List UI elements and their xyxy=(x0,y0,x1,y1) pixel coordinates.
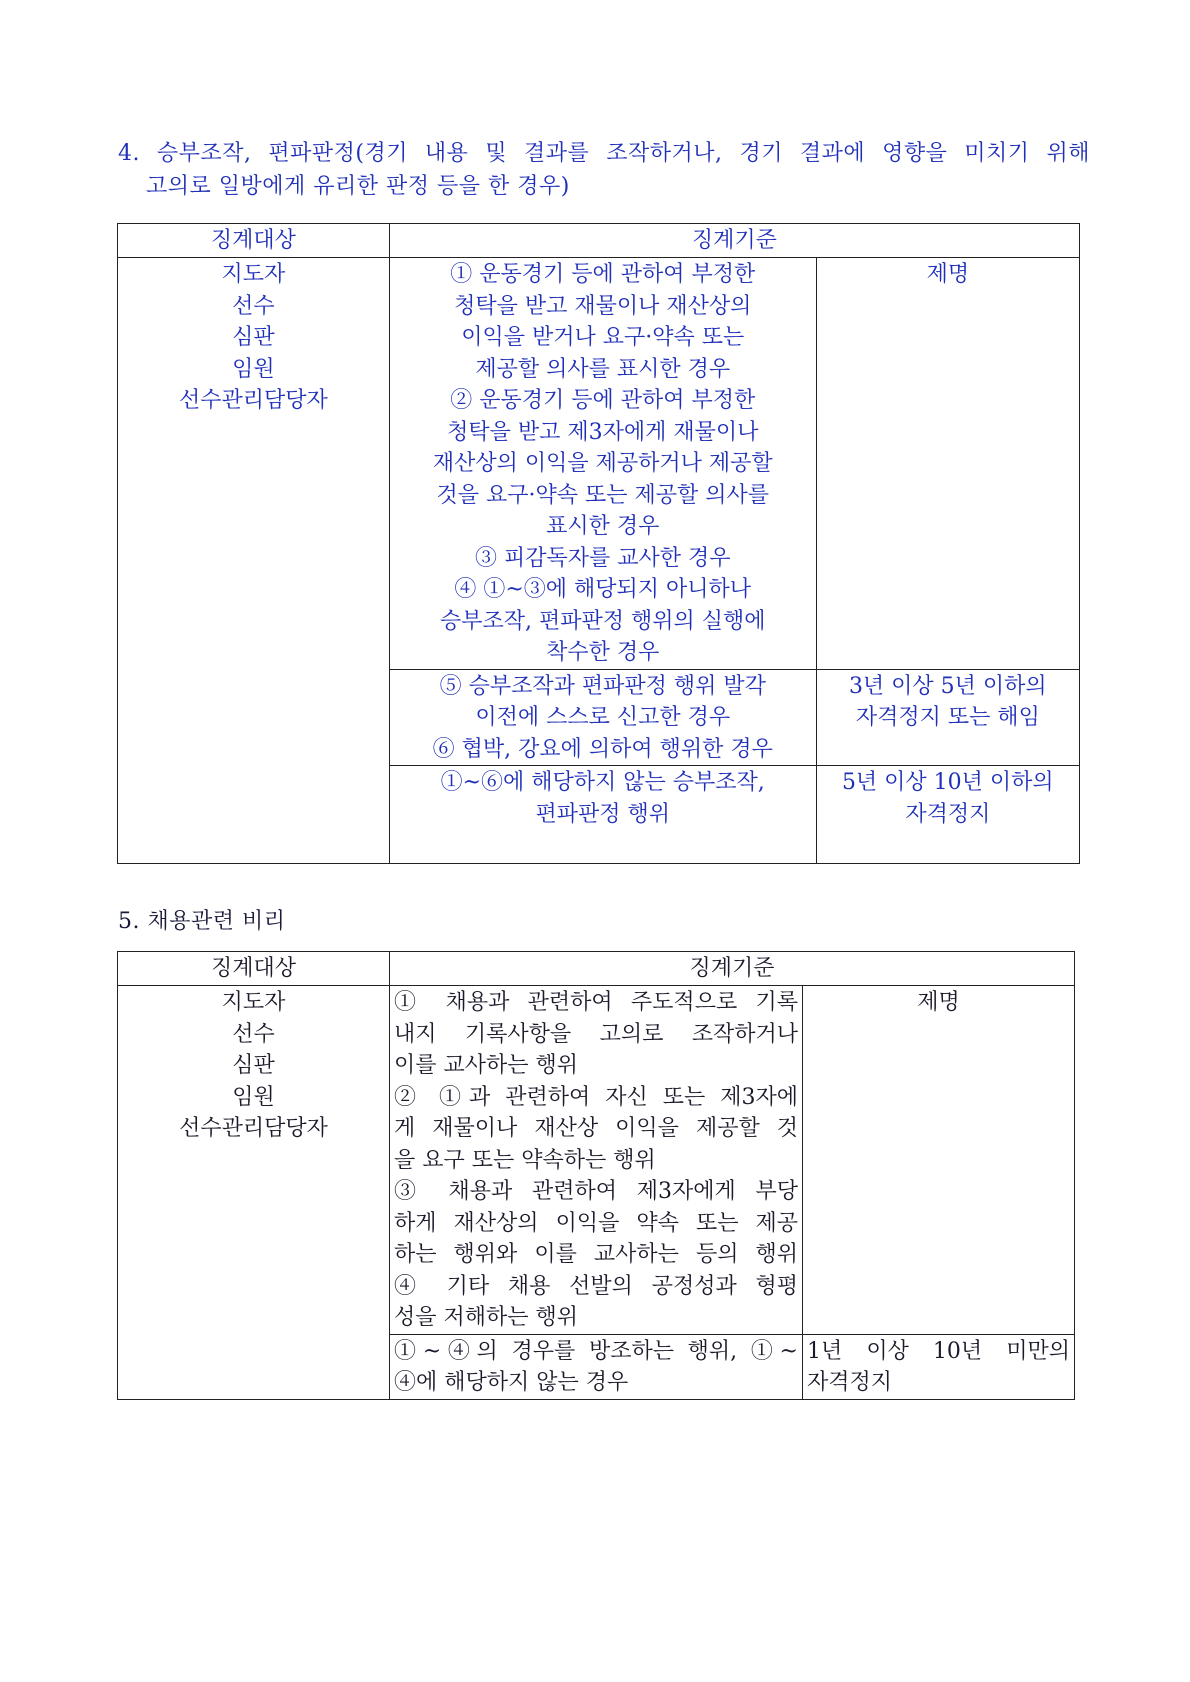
target-item: 임원 xyxy=(232,1084,275,1110)
penalty-cell xyxy=(816,258,1079,670)
section4-table xyxy=(117,223,1080,864)
penalty-cell xyxy=(803,986,1075,1335)
criteria-line: 이를 교사하는 행위 xyxy=(394,1053,579,1078)
target-item: 지도자 xyxy=(221,262,286,287)
penalty-line: 자격정지 xyxy=(905,801,991,827)
criteria-line: 편파판정 행위 xyxy=(535,801,670,827)
criteria-line: 이전에 스스로 신고한 경우 xyxy=(475,705,731,730)
target-item: 선수 xyxy=(232,1021,275,1047)
penalty-line: 1년 이상 10년 미만의 xyxy=(807,1338,1071,1364)
target-item: 선수관리담당자 xyxy=(179,388,328,413)
criteria-line: ⑤ 승부조작과 편파판정 행위 발각 xyxy=(439,673,766,699)
criteria-line: 제공할 의사를 표시한 경우 xyxy=(475,356,731,382)
penalty-line: 제명 xyxy=(926,262,970,287)
penalty-line: 3년 이상 5년 이하의 xyxy=(848,673,1047,699)
table-header-row xyxy=(118,952,1075,986)
criteria-line: 하게 재산상의 이익을 약속 또는 제공 xyxy=(394,1210,798,1236)
criteria-line: 승부조작, 편파판정 행위의 실행에 xyxy=(439,608,766,634)
criteria-line: ④ 기타 채용 선발의 공정성과 형평 xyxy=(394,1273,798,1299)
criteria-line: ④에 해당하지 않는 경우 xyxy=(394,1370,629,1395)
criteria-cell xyxy=(389,766,816,864)
table-header-row xyxy=(118,224,1080,258)
penalty-line: 제명 xyxy=(917,990,960,1015)
section5-table xyxy=(117,951,1075,1400)
section4-title-line1: 4. 승부조작, 편파판정(경기 내용 및 결과를 조작하거나, 경기 결과에 영향을 미치기 위해 xyxy=(118,141,1090,166)
penalty-cell xyxy=(816,766,1079,864)
target-item: 심판 xyxy=(232,1053,275,1078)
criteria-line: 을 요구 또는 약속하는 행위 xyxy=(394,1147,656,1173)
header-target: 징계대상 xyxy=(118,952,390,986)
criteria-line: 재산상의 이익을 제공하거나 제공할 xyxy=(432,451,773,476)
criteria-line: ③ 피감독자를 교사한 경우 xyxy=(474,545,731,571)
target-cell xyxy=(118,986,390,1400)
criteria-line: ①~④의 경우를 방조하는 행위, ①~ xyxy=(394,1338,798,1364)
target-item: 선수관리담당자 xyxy=(179,1116,328,1141)
criteria-line: ④ ①~③에 해당되지 아니하나 xyxy=(454,577,752,602)
criteria-line: 청탁을 받고 재물이나 재산상의 xyxy=(454,293,752,319)
table-row xyxy=(118,258,1080,670)
criteria-line: ① 채용과 관련하여 주도적으로 기록 xyxy=(394,990,798,1015)
section5-title: 5. 채용관련 비리 xyxy=(118,909,286,934)
header-standard: 징계기준 xyxy=(389,224,1079,258)
penalty-line: 5년 이상 10년 이하의 xyxy=(841,770,1054,795)
penalty-cell xyxy=(803,1334,1075,1399)
criteria-line: ①~⑥에 해당하지 않는 승부조작, xyxy=(440,770,765,795)
criteria-line: 것을 요구·약속 또는 제공할 의사를 xyxy=(436,482,769,508)
header-target: 징계대상 xyxy=(118,224,390,258)
target-item: 심판 xyxy=(232,325,275,350)
criteria-line: 표시한 경우 xyxy=(546,514,660,539)
target-item: 임원 xyxy=(232,356,275,382)
target-cell xyxy=(118,258,390,864)
criteria-cell xyxy=(389,669,816,766)
criteria-line: 청탁을 받고 제3자에게 재물이나 xyxy=(447,419,759,445)
penalty-cell xyxy=(816,669,1079,766)
criteria-line: 하는 행위와 이를 교사하는 등의 행위 xyxy=(394,1242,798,1267)
criteria-line: ① 운동경기 등에 관하여 부정한 xyxy=(450,262,756,287)
header-standard: 징계기준 xyxy=(390,952,1075,986)
penalty-line: 자격정지 xyxy=(807,1370,893,1395)
criteria-line: ② ①과 관련하여 자신 또는 제3자에 xyxy=(394,1084,798,1110)
target-item: 지도자 xyxy=(221,990,286,1015)
criteria-line: 성을 저해하는 행위 xyxy=(394,1305,579,1330)
table-row xyxy=(118,986,1075,1335)
criteria-line: 이익을 받거나 요구·약속 또는 xyxy=(461,325,745,350)
criteria-line: ⑥ 협박, 강요에 의하여 행위한 경우 xyxy=(432,736,773,762)
criteria-line: ③ 채용과 관련하여 제3자에게 부당 xyxy=(394,1179,798,1204)
criteria-cell xyxy=(390,1334,803,1399)
criteria-cell xyxy=(390,986,803,1335)
criteria-line: ② 운동경기 등에 관하여 부정한 xyxy=(450,388,756,413)
section4-title-line2: 고의로 일방에게 유리한 판정 등을 한 경우) xyxy=(146,174,570,199)
penalty-line: 자격정지 또는 해임 xyxy=(855,705,1040,730)
criteria-line: 착수한 경우 xyxy=(546,640,660,665)
criteria-line: 게 재물이나 재산상 이익을 제공할 것 xyxy=(394,1116,798,1141)
criteria-cell xyxy=(389,258,816,670)
section4-title xyxy=(118,137,1090,203)
criteria-line: 내지 기록사항을 고의로 조작하거나 xyxy=(394,1021,798,1047)
target-item: 선수 xyxy=(232,293,275,319)
